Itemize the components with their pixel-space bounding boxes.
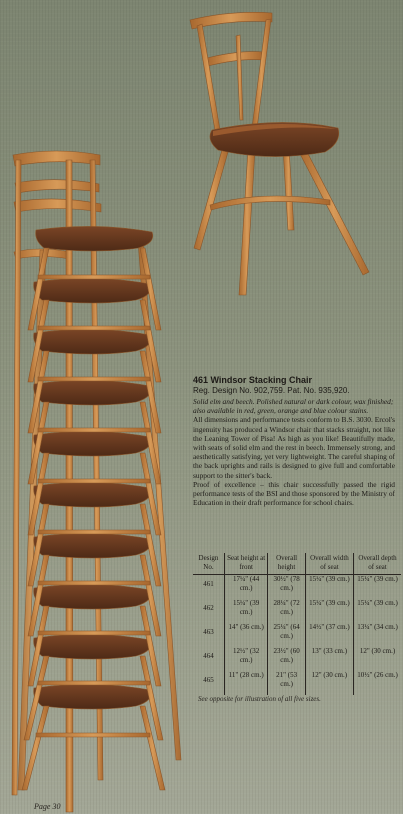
cell-seat-width: 14½" (37 cm.) bbox=[305, 623, 353, 647]
cell-overall-height: 30½" (78 cm.) bbox=[268, 575, 305, 600]
cell-design: 462 bbox=[203, 604, 214, 612]
header-design-no: Design No. bbox=[193, 553, 224, 575]
cell-seat-depth: 15¼" (39 cm.) bbox=[354, 599, 401, 623]
cell-design: 463 bbox=[203, 628, 214, 636]
table-row bbox=[193, 599, 401, 623]
cell-seat-height: 14" (36 cm.) bbox=[224, 623, 268, 647]
cell-seat-height: 11" (28 cm.) bbox=[224, 671, 268, 695]
cell-design: 464 bbox=[203, 652, 214, 660]
cell-seat-depth: 15¼" (39 cm.) bbox=[354, 575, 401, 600]
header-seat-width: Overall width of seat bbox=[305, 553, 353, 575]
header-overall-height: Overall height bbox=[268, 553, 305, 575]
product-title: 461 Windsor Stacking Chair bbox=[193, 375, 312, 385]
cell-seat-depth: 12" (30 cm.) bbox=[354, 647, 401, 671]
table-header-row bbox=[193, 553, 401, 575]
cell-seat-width: 13" (33 cm.) bbox=[305, 647, 353, 671]
cell-design: 461 bbox=[203, 580, 214, 588]
cell-overall-height: 25¼" (64 cm.) bbox=[268, 623, 305, 647]
cell-overall-height: 28¼" (72 cm.) bbox=[268, 599, 305, 623]
table-row bbox=[193, 647, 401, 671]
cell-seat-depth: 10½" (26 cm.) bbox=[354, 671, 401, 695]
cell-seat-height: 17¼" (44 cm.) bbox=[224, 575, 268, 600]
cell-seat-depth: 13¼" (34 cm.) bbox=[354, 623, 401, 647]
cell-seat-height: 15¼" (39 cm.) bbox=[224, 599, 268, 623]
registration-numbers: Reg. Design No. 902,759. Pat. No. 935,920. bbox=[193, 386, 350, 395]
cell-seat-height: 12½" (32 cm.) bbox=[224, 647, 268, 671]
cell-design: 465 bbox=[203, 676, 214, 684]
table-row bbox=[193, 575, 401, 600]
table-row bbox=[193, 623, 401, 647]
dimensions-table bbox=[193, 553, 401, 695]
finish-description: Solid elm and beech. Polished natural or dark colour, wax finished; also available in red, green, orange and blue colour stains. bbox=[193, 397, 394, 416]
cell-overall-height: 23½" (60 cm.) bbox=[268, 647, 305, 671]
cell-overall-height: 21" (53 cm.) bbox=[268, 671, 305, 695]
description-paragraph-2: Proof of excellence – this chair successfully passed the rigid performance tests of the BSI and those sponsored by the Ministry of Education in their draft performance for school chairs. bbox=[193, 479, 395, 508]
header-seat-height: Seat height at front bbox=[224, 553, 268, 575]
description-paragraph-1: All dimensions and performance tests conform to B.S. 3030. Ercol's ingenuity has produced a Windsor chair that stacks straight, not like the Leaning Tower of Pisa! As high as you like! Beautifully made, with seats of solid elm and the rest in beech. Immensely strong, and aesthetically satisfying, yet very lightweight. The careful shaping of the back uprights and rails is designed to give full and comfortable support to the sitter's back. bbox=[193, 415, 395, 480]
chair-stack bbox=[12, 151, 181, 812]
page-number: Page 30 bbox=[34, 802, 61, 811]
illustration-note: See opposite for illustration of all five sizes. bbox=[198, 695, 321, 703]
cell-seat-width: 12" (30 cm.) bbox=[305, 671, 353, 695]
cell-seat-width: 15¼" (39 cm.) bbox=[305, 575, 353, 600]
header-seat-depth: Overall depth of seat bbox=[354, 553, 401, 575]
table-row bbox=[193, 671, 401, 695]
cell-seat-width: 15¼" (39 cm.) bbox=[305, 599, 353, 623]
product-description bbox=[193, 375, 395, 507]
single-chair bbox=[190, 12, 369, 295]
